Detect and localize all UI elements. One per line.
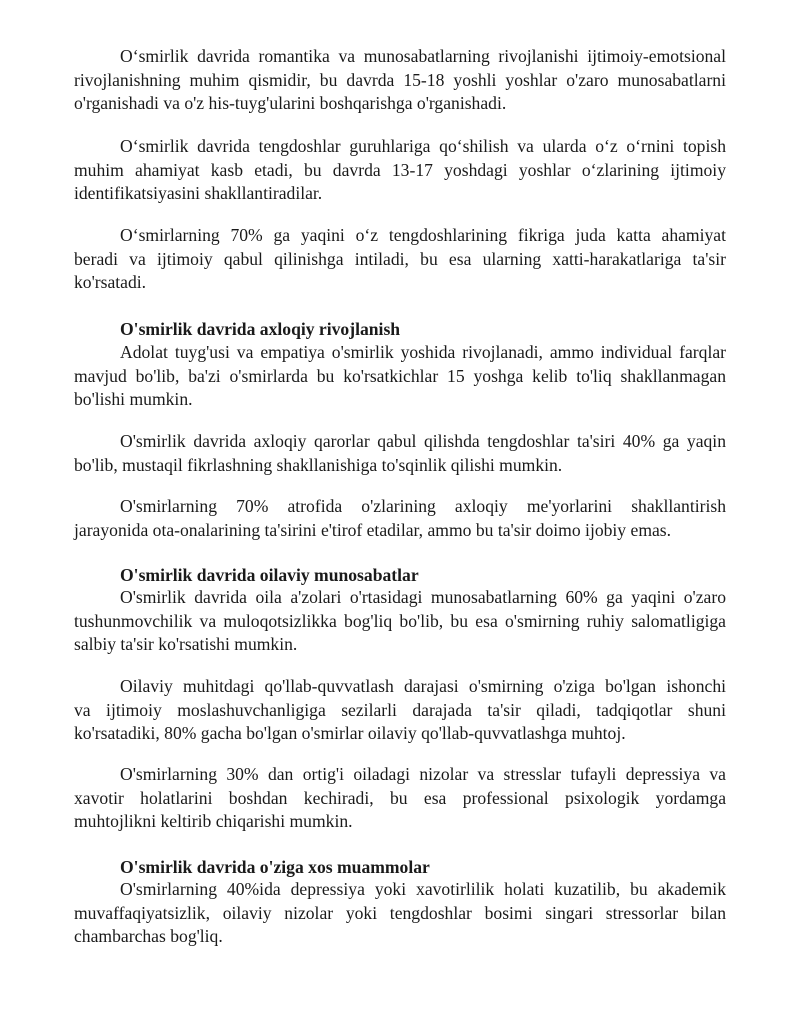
- text-line: O‘smirlarning 70% ga yaqini o‘z tengdoshlarining fikriga juda katta ahamiyat: [120, 225, 726, 245]
- text-line: chambarchas bog'liq.: [74, 926, 223, 946]
- text-line: mavjud bo'lib, ba'zi o'smirlarda bu ko'rsatkichlar 15 yoshga kelib to'liq shakllanmagan: [74, 365, 726, 386]
- paragraph-depression-anxiety: [74, 878, 726, 949]
- text-line: ko'rsatadi.: [74, 272, 147, 292]
- paragraph-moral-norms: [74, 495, 726, 542]
- text-line: muhtojlikni keltirib chiqarishi mumkin.: [74, 811, 353, 831]
- paragraph-family-conflicts: [74, 763, 726, 834]
- section-heading-specific-problems: O'smirlik davrida o'ziga xos muammolar: [120, 857, 430, 877]
- text-line: Oilaviy muhitdagi qo'llab-quvvatlash darajasi o'smirning o'ziga bo'lgan ishonchi: [120, 676, 726, 696]
- text-line: va ijtimoiy moslashuvchanligiga sezilarli darajada ta'sir qiladi, tadqiqotlar shuni: [74, 699, 726, 720]
- paragraph-family-support: [74, 675, 726, 746]
- text-line: xavotir holatlarini boshdan kechiradi, bu esa professional psixologik yordamga: [74, 787, 726, 808]
- text-line: O‘smirlik davrida tengdoshlar guruhlariga qo‘shilish va ularda o‘z o‘rnini topish: [120, 136, 726, 156]
- text-line: jarayonida ota-onalarining ta'sirini e'tirof etadilar, ammo bu ta'sir doimo ijobiy emas.: [74, 519, 672, 540]
- text-line: O‘smirlik davrida romantika va munosabatlarning rivojlanishi ijtimoiy-emotsional: [120, 46, 726, 66]
- paragraph-peer-opinion: [74, 224, 726, 295]
- text-line: tushunmovchilik va muloqotsizlikka bog'liq bo'lib, bu esa o'smirning ruhiy salomatligiga: [74, 610, 726, 631]
- text-line: salbiy ta'sir ko'rsatishi mumkin.: [74, 634, 298, 654]
- text-line: rivojlanishning muhim qismidir, bu davrda 15-18 yoshli yoshlar o'zaro munosabatlarni: [74, 69, 726, 90]
- text-line: muvaffaqiyatsizlik, oilaviy nizolar yoki tengdoshlar bosimi singari stressorlar bilan: [74, 902, 726, 923]
- text-line: O'smirlarning 70% atrofida o'zlarining axloqiy me'yorlarini shakllantirish: [120, 496, 726, 516]
- text-line: O'smirlarning 30% dan ortig'i oiladagi nizolar va stresslar tufayli depressiya va: [120, 764, 726, 784]
- text-line: O'smirlarning 40%ida depressiya yoki xavotirlilik holati kuzatilib, bu akademik: [120, 879, 726, 899]
- text-line: ko'rsatadiki, 80% gacha bo'lgan o'smirlar oilaviy qo'llab-quvvatlashga muhtoj.: [74, 723, 626, 743]
- paragraph-moral-decisions: [74, 430, 726, 477]
- text-line: O'smirlik davrida axloqiy qarorlar qabul qilishda tengdoshlar ta'siri 40% ga yaqin: [120, 431, 726, 451]
- section-heading-family-relations: O'smirlik davrida oilaviy munosabatlar: [120, 565, 419, 585]
- paragraph-family-members: [74, 586, 726, 657]
- section-heading-moral-development: O'smirlik davrida axloqiy rivojlanish: [120, 319, 401, 339]
- paragraph-peer-groups: [74, 135, 726, 206]
- text-line: O'smirlik davrida oila a'zolari o'rtasidagi munosabatlarning 60% ga yaqini o'zaro: [120, 587, 726, 607]
- text-line: bo'lishi mumkin.: [74, 389, 193, 409]
- text-line: muhim ahamiyat kasb etadi, bu davrda 13-17 yoshdagi yoshlar o‘zlarining ijtimoiy: [74, 159, 726, 180]
- text-line: identifikatsiyasini shakllantiradilar.: [74, 183, 323, 203]
- paragraph-romance: [74, 45, 726, 116]
- paragraph-justice-empathy: [74, 341, 726, 412]
- text-line: bo'lib, mustaqil fikrlashning shakllanishiga to'sqinlik qilishi mumkin.: [74, 454, 563, 475]
- text-line: Adolat tuyg'usi va empatiya o'smirlik yoshida rivojlanadi, ammo individual farqlar: [120, 342, 726, 362]
- text-line: beradi va ijtimoiy qabul qilinishga intiladi, bu esa ularning xatti-harakatlariga ta'sir: [74, 248, 726, 269]
- text-line: o'rganishadi va o'z his-tuyg'ularini boshqarishga o'rganishadi.: [74, 93, 507, 113]
